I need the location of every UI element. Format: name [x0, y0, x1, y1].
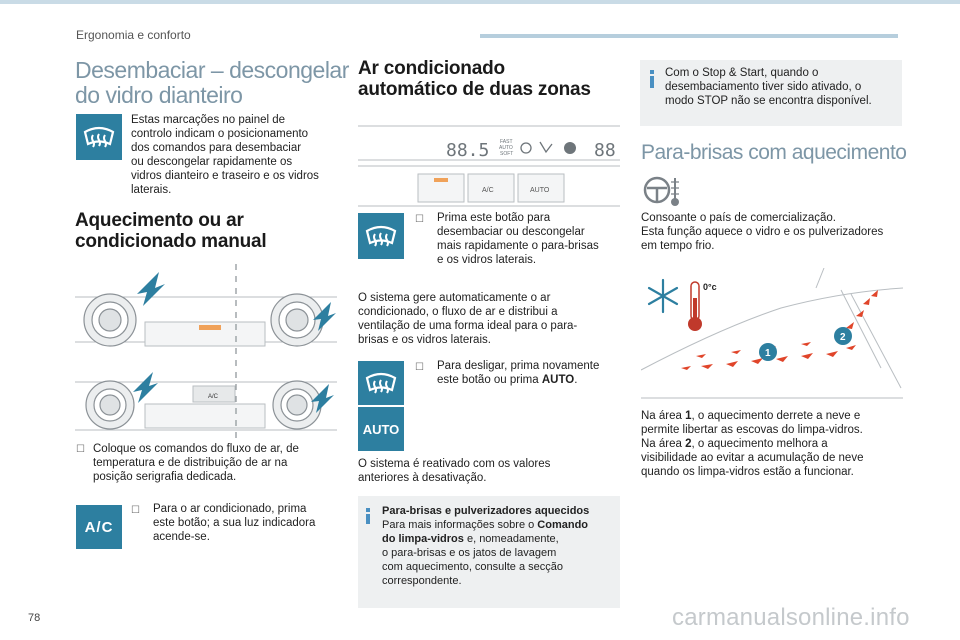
auto-bullet-2: [437, 359, 622, 387]
info-line: [382, 532, 618, 546]
info-line: modo STOP não se encontra disponível.: [665, 95, 872, 107]
info-line: o para-brisas e os jatos de lavagem: [382, 547, 557, 559]
manual-ac-title-line2: condicionado manual: [75, 231, 267, 252]
bullet-marker: ☐: [76, 444, 85, 455]
bullet-line: este botão; a sua luz indicadora: [153, 517, 316, 529]
manual-bullet-1: [93, 442, 343, 484]
bullet-line: [437, 373, 622, 387]
heated-paragraph-1: [641, 211, 903, 253]
bullet-line: e os vidros laterais.: [437, 254, 537, 266]
info-box-heated-windscreen: [358, 496, 620, 608]
temperature-label: 0°c: [703, 282, 717, 292]
display-fast: FAST: [500, 139, 513, 145]
info-line: [382, 518, 618, 532]
bullet-line: Para o ar condicionado, prima: [153, 503, 307, 515]
text-run-bold: 1: [685, 410, 692, 422]
info-text: [382, 504, 618, 588]
defrost-title-line1: Desembaciar – descongelar: [75, 57, 349, 83]
header-rule: [480, 34, 898, 38]
info-icon-stem: [366, 514, 370, 524]
panel-ac-label: A/C: [208, 394, 219, 400]
display-auto: AUTO: [499, 145, 513, 151]
paragraph-line: Esta função aquece o vidro e os pulverizadores: [641, 226, 884, 238]
manual-ac-title-line1: Aquecimento ou ar: [75, 210, 244, 231]
info-text: [665, 66, 901, 108]
front-defrost-icon: [358, 361, 404, 405]
auto-ac-title-line1: Ar condicionado: [358, 58, 505, 79]
text-run: Na área: [641, 438, 686, 450]
text-run: este botão ou prima: [437, 374, 542, 386]
paragraph-line: O sistema gere automaticamente o ar: [358, 292, 551, 304]
defrost-title: [75, 58, 349, 108]
paragraph-line: ventilação de uma forma ideal para o para-: [358, 320, 578, 332]
paragraph-line: [641, 437, 903, 451]
text-run: e, nomeadamente,: [463, 533, 559, 545]
bullet-marker: ☐: [131, 505, 140, 516]
panel-auto-button-label: AUTO: [530, 187, 550, 194]
heated-windscreen-icon: [641, 174, 685, 208]
info-icon: [366, 508, 370, 512]
text-run-bold: Comando: [537, 519, 589, 531]
text-run: , o aquecimento derrete a neve e: [691, 410, 861, 422]
paragraph-line: visibilidade ao evitar a acumulação de neve: [641, 452, 864, 464]
bullet-marker: ☐: [415, 362, 424, 373]
paragraph-line: Consoante o país de comercialização.: [641, 212, 836, 224]
bullet-line: acende-se.: [153, 531, 210, 543]
watermark-site: carmanualsonline.info: [672, 604, 910, 631]
section-title: Ergonomia e conforto: [76, 28, 191, 42]
front-defrost-icon: [358, 213, 404, 259]
bullet-line: mais rapidamente o para-brisas: [437, 240, 599, 252]
ac-button-icon: A/C: [76, 505, 122, 549]
auto-ac-title-line2: automático de duas zonas: [358, 79, 591, 100]
bullet-line: temperatura e de distribuição de ar na: [93, 457, 288, 469]
manual-ac-title: [75, 210, 267, 252]
bullet-line: Para desligar, prima novamente: [437, 360, 600, 372]
text-run-bold: AUTO: [541, 374, 575, 386]
text-run: .: [574, 374, 578, 386]
area-2-marker: 2: [840, 332, 846, 343]
info-title: Para-brisas e pulverizadores aquecidos: [382, 505, 590, 517]
display-right-temp: 88: [594, 140, 616, 161]
intro-line: laterais.: [131, 184, 172, 196]
auto-paragraph-1: [358, 291, 620, 347]
paragraph-line: condicionado, o fluxo de ar e distribui a: [358, 306, 558, 318]
text-run: Para mais informações sobre o: [382, 519, 538, 531]
info-line: correspondente.: [382, 575, 462, 587]
display-left-temp: 88.5: [446, 140, 490, 161]
area-1-marker: 1: [765, 348, 771, 359]
bullet-line: Prima este botão para: [437, 212, 551, 224]
intro-line: Estas marcações no painel de: [131, 114, 286, 126]
paragraph-line: quando os limpa-vidros estão a funcionar.: [641, 466, 854, 478]
display-soft: SOFT: [500, 151, 514, 157]
info-icon: [650, 70, 654, 74]
front-defrost-icon: [76, 114, 122, 160]
info-line: com aquecimento, consulte a secção: [382, 561, 563, 573]
info-icon-stem: [650, 76, 654, 88]
text-run: , o aquecimento melhora a: [691, 438, 828, 450]
intro-line: vidros dianteiro e traseiro e os vidros: [131, 170, 319, 182]
defrost-intro: [131, 113, 341, 197]
paragraph-line: [641, 409, 903, 423]
manual-bullet-2: [153, 502, 343, 544]
bullet-line: Coloque os comandos do fluxo de ar, de: [93, 443, 299, 455]
panel-ac-button-label: A/C: [482, 187, 494, 194]
paragraph-line: permite libertar as escovas do limpa-vidros.: [641, 424, 863, 436]
info-box-stop-start: [640, 60, 902, 126]
auto-ac-title: [358, 58, 591, 100]
intro-line: ou descongelar rapidamente os: [131, 156, 293, 168]
auto-button-icon: AUTO: [358, 407, 404, 451]
windscreen-illustration: [641, 268, 903, 408]
bullet-line: posição serigrafia dedicada.: [93, 471, 237, 483]
dual-zone-panel-illustration: [358, 120, 620, 210]
info-line: Com o Stop & Start, quando o: [665, 67, 819, 79]
paragraph-line: em tempo frio.: [641, 240, 715, 252]
paragraph-line: O sistema é reativado com os valores: [358, 458, 551, 470]
heated-windscreen-title: Para-brisas com aquecimento: [641, 141, 907, 164]
auto-bullet-1: [437, 211, 622, 267]
page-number: 78: [28, 612, 41, 624]
paragraph-line: brisas e os vidros laterais.: [358, 334, 491, 346]
text-run-bold: do limpa-vidros: [382, 533, 464, 545]
info-line: desembaciamento tiver sido ativado, o: [665, 81, 862, 93]
intro-line: controlo indicam o posicionamento: [131, 128, 309, 140]
manual-controls-illustration: [75, 262, 337, 442]
intro-line: dos comandos para desembaciar: [131, 142, 302, 154]
text-run-bold: 2: [685, 438, 692, 450]
text-run: Na área: [641, 410, 686, 422]
header-bar: [0, 0, 960, 4]
paragraph-line: anteriores à desativação.: [358, 472, 487, 484]
bullet-line: desembaciar ou descongelar: [437, 226, 585, 238]
bullet-marker: ☐: [415, 214, 424, 225]
defrost-title-line2: do vidro dianteiro: [75, 82, 243, 108]
auto-paragraph-2: [358, 457, 620, 485]
heated-paragraph-2: [641, 409, 903, 479]
